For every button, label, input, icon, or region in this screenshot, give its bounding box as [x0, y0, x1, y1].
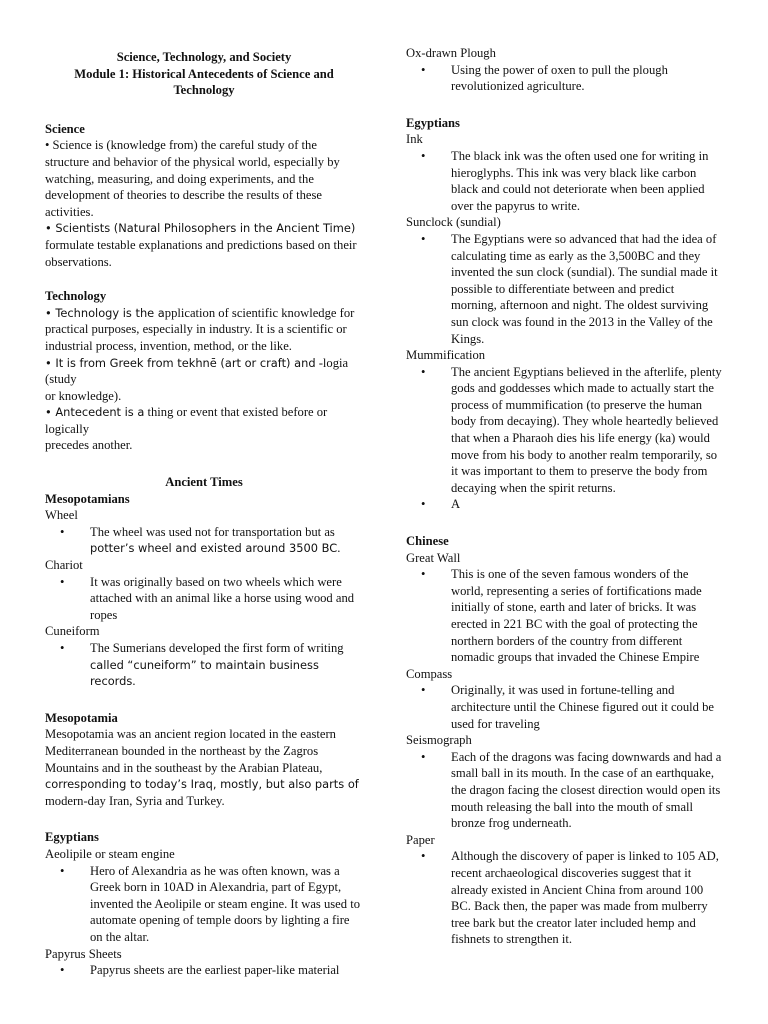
bullet-dot: •	[421, 683, 426, 698]
bullet-mummification: • The ancient Egyptians believed in the afterlife, plenty gods and goddesses which made to actually start the process of mummification (to preserve the human body from decaying). They whole heartedly believed that when a Pharaoh dies his life energy (ka) would move from his body to another realm temporarily, so it was important to them to preserve the body from decaying when the spirit returns.	[421, 364, 722, 495]
subheading-mesopotamians: Mesopotamians	[45, 491, 130, 506]
bullet-dot: •	[421, 231, 426, 246]
section-heading-ancient-times: Ancient Times	[165, 475, 243, 490]
bullet-sunclock: • The Egyptians were so advanced that had the idea of calculating time as early as the 3,500BC and they invented the sun clock (sundial). The sundial made it possible to differentiate between and predict morning, afternoon and night. The oldest surviving sun clock was found in the 2013 in the Valley of the Kings.	[421, 231, 718, 346]
item-wheel: Wheel	[45, 508, 78, 523]
item-seismograph: Seismograph	[406, 733, 472, 748]
science-paragraph-2: • Scientists (Natural Philosophers in the Ancient Time) formulate testable explanations and predictions based on their observations.	[45, 221, 357, 269]
item-great-wall: Great Wall	[406, 550, 461, 565]
technology-paragraph-1: • Technology is the application of scientific knowledge for practical purposes, especially in industry. It is a scientific or industrial process, invention, method, or the like.	[45, 305, 355, 353]
left-column	[45, 0, 363, 979]
bullet-dot: •	[60, 524, 65, 539]
item-plough: Ox-drawn Plough	[406, 46, 496, 60]
doc-title-line-1: Science, Technology, and Society	[116, 50, 292, 64]
bullet-plough: • Using the power of oxen to pull the plough revolutionized agriculture.	[421, 62, 668, 94]
bullet-dot: •	[421, 364, 426, 379]
bullet-papyrus: • Papyrus sheets are the earliest paper-like material	[60, 963, 340, 978]
section-heading-science: Science	[45, 121, 85, 136]
bullet-dot: •	[421, 849, 426, 864]
subheading-egyptians-left: Egyptians	[45, 830, 99, 845]
doc-title-line-3: Technology	[173, 83, 235, 98]
bullet-great-wall: • This is one of the seven famous wonders of the world, representing a series of fortifications made initially of stone, earth and later of bricks. It was erected in 221 BC with the goal of protecting the northern borders of the country from different nomadic groups that invaded the Chinese Empire	[421, 567, 702, 665]
item-sunclock: Sunclock (sundial)	[406, 215, 501, 230]
bullet-dot: •	[60, 863, 65, 878]
technology-paragraph-2: • It is from Greek from tekhnē (art or craft) and -logia (study or knowledge).	[45, 355, 349, 403]
bullet-dot: •	[421, 62, 426, 77]
item-papyrus: Papyrus Sheets	[45, 946, 122, 961]
item-compass: Compass	[406, 666, 453, 681]
bullet-aeolipile: • Hero of Alexandria as he was often known, was a Greek born in 10AD in Alexandria, part of Egypt, invented the Aeolipile or steam engine. It was used to automate opening of temple doors by lighting a fire on the altar.	[60, 863, 360, 944]
doc-title-line-2: Module 1: Historical Antecedents of Science and	[74, 66, 334, 81]
science-paragraph-1: • Science is (knowledge from) the careful study of the structure and behavior of the physical world, especially by watching, measuring, and doing experiments, and the development of theories to describe the results of these activities.	[45, 138, 340, 219]
right-column	[406, 0, 726, 948]
item-aeolipile: Aeolipile or steam engine	[45, 846, 175, 861]
subheading-egyptians-right: Egyptians	[406, 115, 460, 130]
section-heading-technology: Technology	[45, 289, 107, 304]
subheading-mesopotamia: Mesopotamia	[45, 710, 118, 725]
bullet-chariot: • It was originally based on two wheels which were attached with an animal like a horse using wood and ropes	[60, 574, 355, 622]
bullet-seismograph: • Each of the dragons was facing downwards and had a small ball in its mouth. In the case of an earthquake, the dragon facing the closest direction would open its mouth releasing the ball into the mouth of small bronze frog underneath.	[421, 749, 722, 831]
bullet-mummification-2: • A	[421, 497, 461, 512]
bullet-paper: • Although the discovery of paper is linked to 105 AD, recent archaeological discoveries suggest that it already existed in Ancient China from around 100 BC. Back then, the paper was made from mulberry tree bark but the creator later included hemp and fishnets to strengthen it.	[421, 849, 719, 947]
bullet-dot: •	[421, 148, 426, 163]
bullet-dot: •	[60, 641, 65, 655]
bullet-dot: •	[421, 497, 426, 512]
bullet-dot: •	[60, 574, 65, 589]
technology-paragraph-3: • Antecedent is a thing or event that existed before or logically precedes another.	[45, 405, 328, 453]
subheading-chinese: Chinese	[406, 534, 449, 549]
bullet-dot: •	[421, 567, 426, 582]
bullet-wheel: • The wheel was used not for transportation but as potter’s wheel and existed around 3500 BC.	[60, 524, 341, 556]
bullet-dot: •	[421, 749, 426, 764]
item-cuneiform: Cuneiform	[45, 624, 100, 639]
item-mummification: Mummification	[406, 348, 486, 363]
bullet-cuneiform: • The Sumerians developed the first form of writing called “cuneiform” to maintain business records.	[60, 641, 344, 689]
item-chariot: Chariot	[45, 558, 83, 573]
mesopotamia-paragraph: Mesopotamia was an ancient region located in the eastern Mediterranean bounded in the northeast by the Zagros Mountains and in the southeast by the Arabian Plateau, corresponding to today’s Iraq, mostly, but also parts of modern-day Iran, Syria and Turkey.	[45, 727, 359, 808]
bullet-ink: • The black ink was the often used one for writing in hieroglyphs. This ink was very black like carbon black and could not deteriorate when been applied over the papyrus to write.	[421, 148, 709, 213]
item-paper: Paper	[406, 832, 435, 847]
bullet-dot: •	[60, 963, 65, 978]
item-ink: Ink	[406, 132, 423, 147]
bullet-compass: • Originally, it was used in fortune-telling and architecture until the Chinese figured out it could be used for traveling	[421, 683, 714, 731]
